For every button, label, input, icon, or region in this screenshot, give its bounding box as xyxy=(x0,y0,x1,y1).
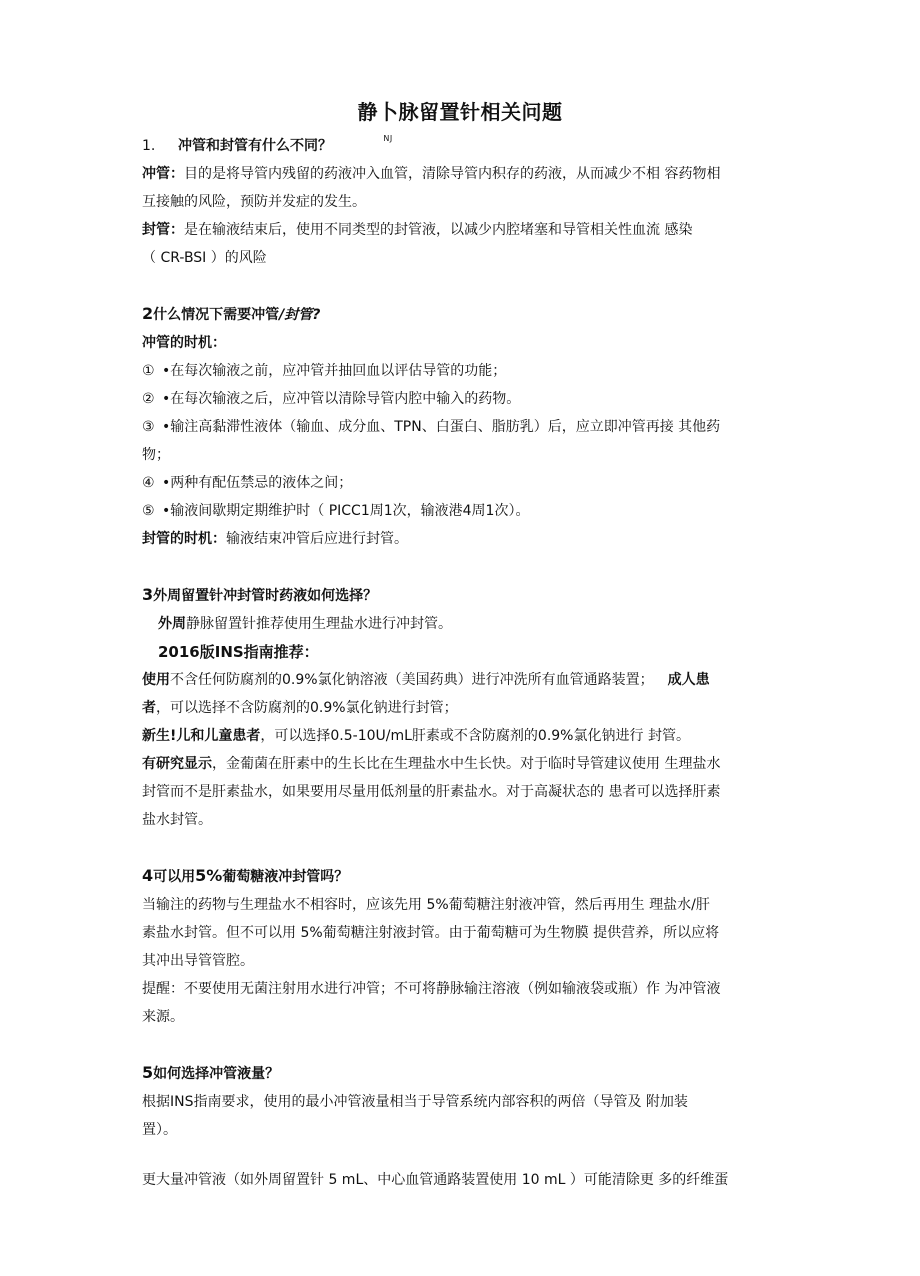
section-4-heading xyxy=(142,862,782,891)
peripheral-text: 静脉留置针推荐使用生理盐水进行冲封管。 xyxy=(186,616,452,632)
list-item-text: •在每次输液之后，应冲管以清除导管内腔中输入的药物。 xyxy=(162,391,521,407)
document-body xyxy=(142,132,782,1194)
section-1-heading xyxy=(142,132,782,160)
list-marker: ③ xyxy=(142,419,155,435)
section-3-title: 外周留置针冲封管时药液如何选择？ xyxy=(153,588,378,604)
ins-p1-bold: 使用 xyxy=(142,672,170,688)
flush-label: 冲管： xyxy=(142,166,184,182)
flush-definition-cont xyxy=(142,188,782,216)
list-item xyxy=(142,469,782,497)
section-2-heading xyxy=(142,300,782,329)
section-4-title-b: 5% xyxy=(195,866,223,885)
glucose-paragraph-line-3: 其冲出导管管腔。 xyxy=(142,953,254,969)
section-4-title-c: 葡萄糖液冲封管吗？ xyxy=(222,869,349,885)
section-3-number: 3 xyxy=(142,585,154,604)
spacer xyxy=(142,834,782,862)
ins-p1-bold-2: 成人患 xyxy=(667,672,710,688)
section-5-heading xyxy=(142,1059,782,1088)
section-4-title-a: 可以用 xyxy=(153,869,196,885)
list-item-text: •输注高黏滞性液体（输血、成分血、TPN、白蛋白、脂肪乳）后，应立即冲管再接 其他药 xyxy=(162,419,721,435)
spacer xyxy=(142,553,782,581)
section-5-number: 5 xyxy=(142,1063,154,1082)
title-superscript: NJ xyxy=(383,134,393,143)
flush-timing-label: 冲管的时机： xyxy=(142,335,226,351)
spacer xyxy=(142,1144,782,1166)
list-item-text: •输液间歇期定期维护时（ PICC1周1次，输液港4周1次）。 xyxy=(162,503,530,519)
list-item-text: •在每次输液之前，应冲管并抽回血以评估导管的功能； xyxy=(162,363,507,379)
glucose-paragraph-line-1: 当输注的药物与生理盐水不相容时，应该先用 5%葡萄糖注射液冲管，然后再用生 理盐水/肝 xyxy=(142,897,710,913)
section-5-title: 如何选择冲管液量？ xyxy=(153,1066,280,1082)
research-paragraph-cont: 封管而不是肝素盐水，如果要用尽量用低剂量的肝素盐水。对于高凝状态的 患者可以选择肝素 xyxy=(142,784,721,800)
peripheral-recommendation xyxy=(142,610,782,638)
lock-definition-cont xyxy=(142,244,782,272)
section-2-title: 什么情况下需要冲管 xyxy=(153,307,280,323)
list-item xyxy=(142,385,782,413)
ins-p1-text-2: ，可以选择不含防腐剂的0.9%氯化钠进行封管； xyxy=(156,700,458,716)
list-marker: ① xyxy=(142,363,155,379)
section-1-title: 冲管和封管有什么不同？ xyxy=(178,138,332,154)
ins-p1-text: 不含任何防腐剂的0.9%氯化钠溶液（美国药典）进行冲洗所有血管通路装置； xyxy=(170,672,654,688)
lock-timing xyxy=(142,525,782,553)
lock-text-line-2: （ CR-BSI ）的风险 xyxy=(142,250,267,266)
flush-text-line-1: 目的是将导管内残留的药液冲入血管，清除导管内积存的药液，从而减少不相 容药物相 xyxy=(184,166,721,182)
research-paragraph-end: 盐水封管。 xyxy=(142,812,212,828)
list-marker: ⑤ xyxy=(142,503,155,519)
volume-paragraph-line-2: 置）。 xyxy=(142,1122,177,1138)
volume-paragraph-line-1: 根据INS指南要求，使用的最小冲管液量相当于导管系统内部容积的两倍（导管及 附加装 xyxy=(142,1094,688,1110)
spacer xyxy=(142,272,782,300)
ins-paragraph-2 xyxy=(142,722,782,750)
peripheral-bold: 外周 xyxy=(158,616,186,632)
lock-label: 封管： xyxy=(142,222,184,238)
section-4-number: 4 xyxy=(142,866,154,885)
ins-p1-bold-3: 者 xyxy=(142,700,156,716)
research-bold: 有研究显示 xyxy=(142,756,212,772)
glucose-paragraph-line-2: 素盐水封管。但不可以用 5%葡萄糖注射液封管。由于葡萄糖可为生物膜 提供营养，所以应将 xyxy=(142,925,720,941)
list-item-text: •两种有配伍禁忌的液体之间； xyxy=(162,475,353,491)
list-marker: ② xyxy=(142,391,155,407)
list-item xyxy=(142,357,782,385)
research-text-line-1: ，金葡菌在肝素中的生长比在生理盐水中生长快。对于临时导管建议使用 生理盐水 xyxy=(212,756,721,772)
ins-paragraph-1-cont xyxy=(142,694,782,722)
ins-p2-text: ，可以选择0.5-10U/mL肝素或不含防腐剂的0.9%氯化钠进行 封管。 xyxy=(260,728,690,744)
lock-timing-label: 封管的时机： xyxy=(142,531,226,547)
lock-text-line-1: 是在输液结束后，使用不同类型的封管液，以减少内腔堵塞和导管相关性血流 感染 xyxy=(184,222,693,238)
flush-text-line-2: 互接触的风险，预防并发症的发生。 xyxy=(142,194,366,210)
list-marker: ④ xyxy=(142,475,155,491)
reminder-line-1: 提醒：不要使用无菌注射用水进行冲管；不可将静脉输注溶液（例如输液袋或瓶）作 为冲管液 xyxy=(142,981,721,997)
section-2-title-italic: /封管? xyxy=(279,307,321,323)
reminder-line-2: 来源。 xyxy=(142,1009,184,1025)
flush-definition xyxy=(142,160,782,188)
lock-definition xyxy=(142,216,782,244)
title-text: 静卜脉留置针相关问题 xyxy=(357,100,563,124)
research-paragraph xyxy=(142,750,782,778)
list-item xyxy=(142,413,782,441)
list-item-continuation: 物； xyxy=(142,447,170,463)
list-item xyxy=(142,497,782,525)
volume-paragraph-2-line-1: 更大量冲管液（如外周留置针 5 mL、中心血管通路装置使用 10 mL ）可能清除更 多的纤维蛋 xyxy=(142,1172,729,1188)
section-2-number: 2 xyxy=(142,304,154,323)
ins-paragraph-1 xyxy=(142,666,782,694)
ins-guideline-heading: 2016版INS指南推荐： xyxy=(158,643,319,661)
spacer xyxy=(142,1031,782,1059)
lock-timing-text: 输液结束冲管后应进行封管。 xyxy=(226,531,408,547)
ins-p2-bold: 新生!儿和儿童患者 xyxy=(142,728,261,744)
section-1-number: 1. xyxy=(142,138,156,154)
section-3-heading xyxy=(142,581,782,610)
